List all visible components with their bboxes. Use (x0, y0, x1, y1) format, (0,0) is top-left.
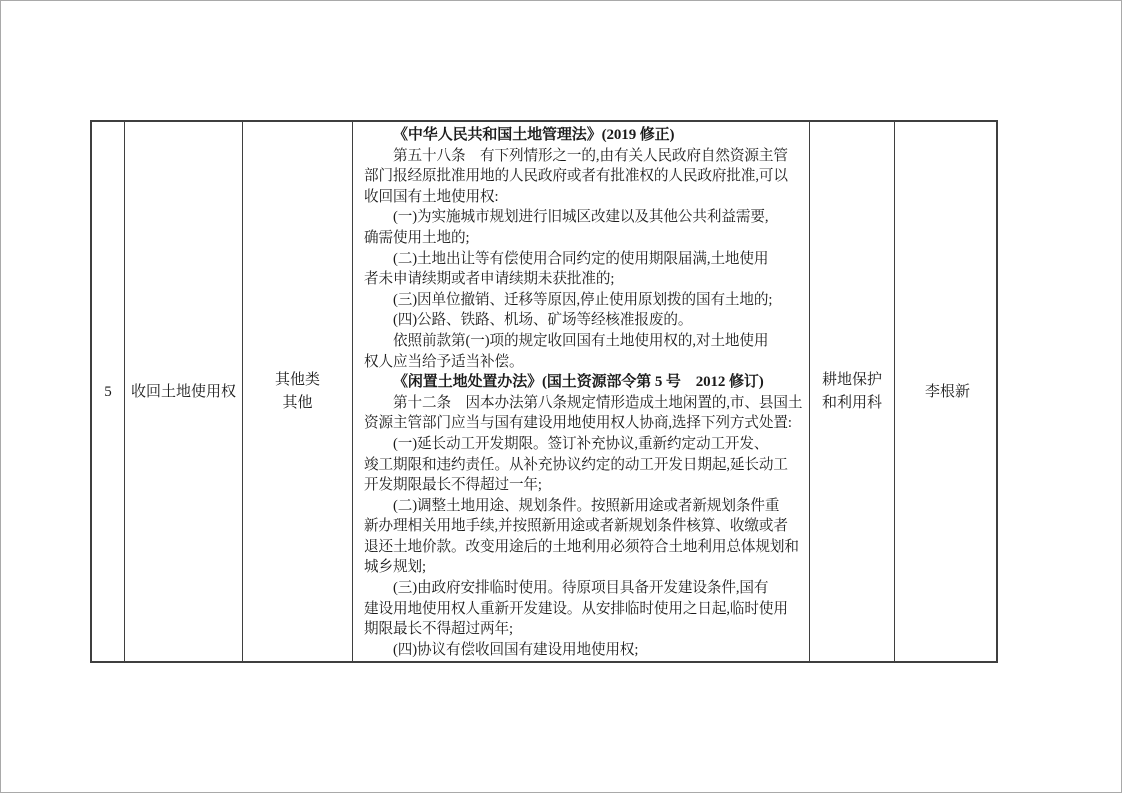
department-line: 和利用科 (821, 394, 882, 411)
legal-text-line: (二)调整土地用途、规划条件。按照新用途或者新规划条件重 (393, 497, 780, 514)
legal-text-line: (三)由政府安排临时使用。待原项目具备开发建设条件,国有 (393, 580, 769, 597)
legal-text-line: 资源主管部门应当与国有建设用地使用权人协商,选择下列方式处置: (364, 415, 792, 432)
legal-text-line: 收回国有土地使用权: (364, 188, 499, 205)
reviewer-name: 李根新 (924, 383, 970, 400)
legal-text-line: 城乡规划; (364, 559, 426, 576)
legal-text-line: 依照前款第(一)项的规定收回国有土地使用权的,对土地使用 (393, 332, 769, 349)
legal-text-line: (一)为实施城市规划进行旧城区改建以及其他公共利益需要, (393, 209, 769, 226)
legal-text-line: 第五十八条 有下列情形之一的,由有关人民政府自然资源主管 (393, 147, 788, 164)
department-cell (810, 122, 895, 661)
category-line: 其他类 (274, 371, 320, 388)
row-number: 5 (104, 383, 112, 400)
legal-text-line: (三)因单位撤销、迁移等原因,停止使用原划拨的国有土地的; (393, 291, 773, 308)
reviewer-cell (895, 122, 1000, 661)
duties-table (90, 120, 998, 663)
legal-text-line: 者未申请续期或者申请续期未获批准的; (364, 271, 615, 288)
legal-text-line: 第十二条 因本办法第八条规定情形造成土地闲置的,市、县国土 (393, 394, 803, 411)
legal-text-line: 期限最长不得超过两年; (364, 621, 513, 638)
legal-text-line: (二)土地出让等有偿使用合同约定的使用期限届满,土地使用 (393, 250, 769, 267)
department-line: 耕地保护 (821, 371, 882, 388)
row-number-cell (92, 122, 125, 661)
legal-text-line: 确需使用土地的; (364, 229, 470, 246)
legal-text-line: 退还土地价款。改变用途后的土地利用必须符合土地利用总体规划和 (364, 538, 799, 555)
item-name-cell (125, 122, 243, 661)
legal-text-line: 《中华人民共和国土地管理法》(2019 修正) (393, 127, 675, 143)
legal-text-line: 开发期限最长不得超过一年; (364, 477, 542, 494)
legal-text-line: 新办理相关用地手续,并按照新用途或者新规划条件核算、收缴或者 (364, 518, 788, 535)
legal-text-line: 竣工期限和违约责任。从补充协议约定的动工开发日期起,延长动工 (364, 456, 788, 473)
legal-text-line: (四)协议有偿收回国有建设用地使用权; (393, 641, 639, 658)
legal-text-line: (一)延长动工开发期限。签订补充协议,重新约定动工开发、 (393, 435, 769, 452)
legal-text-line: 《闲置土地处置办法》(国土资源部令第 5 号 2012 修订) (393, 374, 764, 391)
legal-basis-cell (353, 122, 810, 661)
legal-text-line: 建设用地使用权人重新开发建设。从安排临时使用之日起,临时使用 (364, 600, 788, 617)
legal-text-line: 部门报经原批准用地的人民政府或者有批准权的人民政府批准,可以 (364, 168, 788, 185)
legal-text-line: 权人应当给予适当补偿。 (364, 353, 524, 370)
legal-text-line: (四)公路、铁路、机场、矿场等经核准报废的。 (393, 312, 693, 329)
category-line: 其他 (282, 394, 313, 411)
category-cell (243, 122, 353, 661)
item-name: 收回土地使用权 (130, 383, 236, 400)
